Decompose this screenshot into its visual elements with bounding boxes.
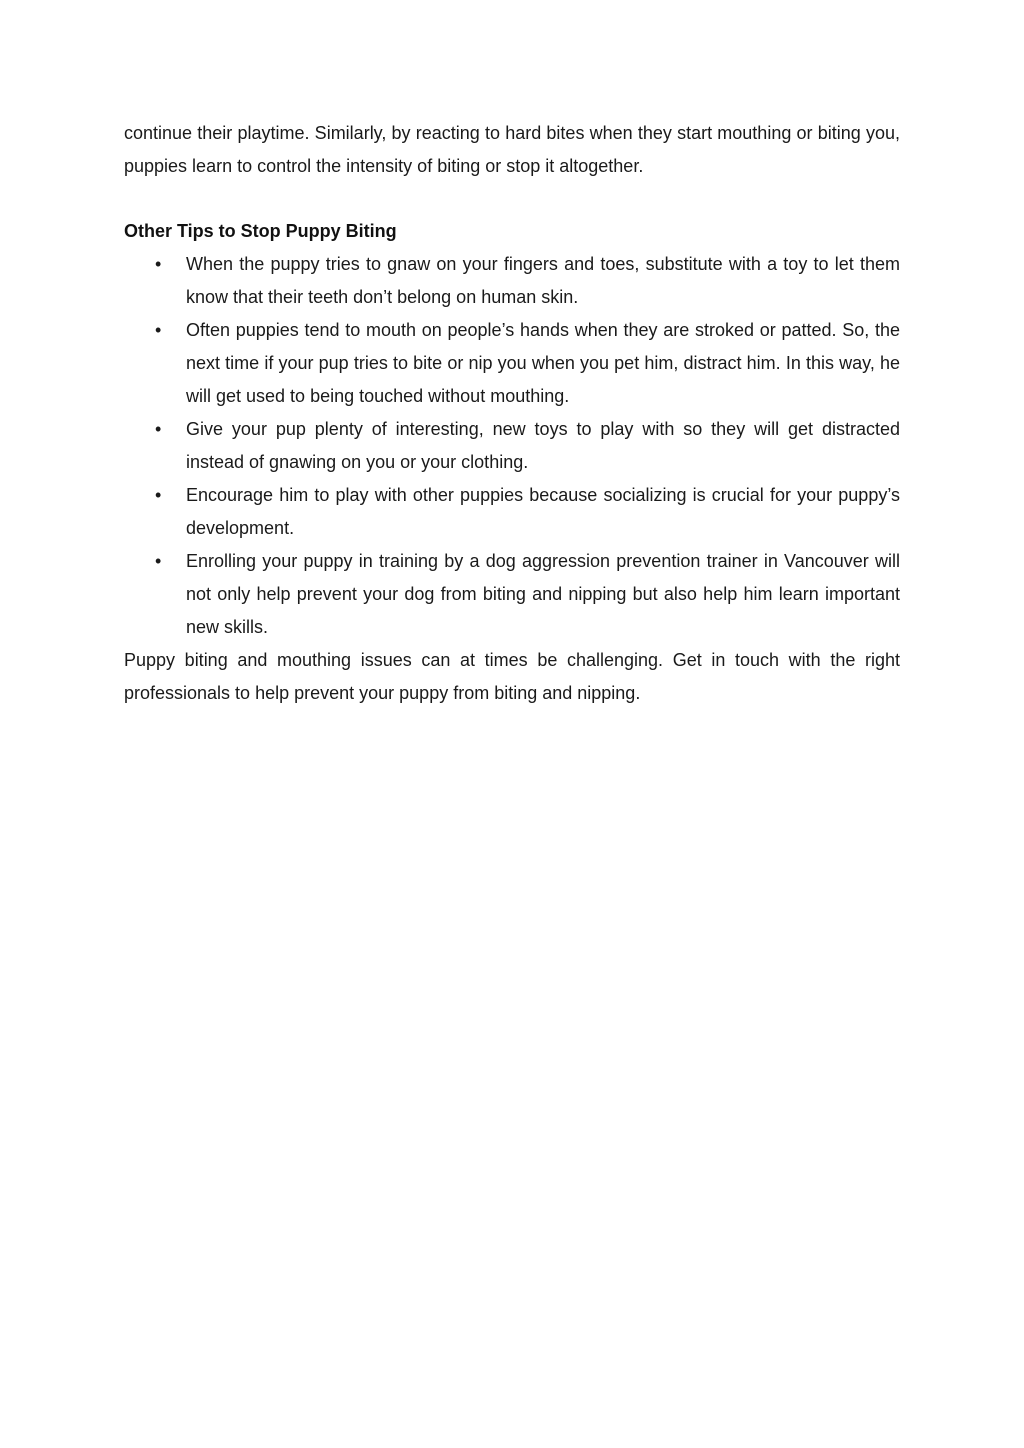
list-item xyxy=(124,545,900,644)
list-item-text: Give your pup plenty of interesting, new toys to play with so they will get distracted instead of gnawing on you or your clothing. xyxy=(186,419,900,472)
list-item xyxy=(124,479,900,545)
intro-paragraph: continue their playtime. Similarly, by reacting to hard bites when they start mouthing or biting you, puppies learn to control the intensity of biting or stop it altogether. xyxy=(124,123,900,176)
document-page xyxy=(124,117,900,710)
list-item-text: When the puppy tries to gnaw on your fingers and toes, substitute with a toy to let them know that their teeth don’t belong on human skin. xyxy=(186,254,900,307)
bullet-icon: • xyxy=(155,320,162,340)
bullet-icon: • xyxy=(155,254,162,274)
closing-paragraph: Puppy biting and mouthing issues can at times be challenging. Get in touch with the right professionals to help prevent your puppy from biting and nipping. xyxy=(124,650,900,703)
tips-list xyxy=(124,248,900,644)
list-item xyxy=(124,413,900,479)
list-item-text: Often puppies tend to mouth on people’s hands when they are stroked or patted. So, the next time if your pup tries to bite or nip you when you pet him, distract him. In this way, he will get used to being touched without mouthing. xyxy=(186,320,900,406)
list-item-text: Enrolling your puppy in training by a dog aggression prevention trainer in Vancouver will not only help prevent your dog from biting and nipping but also help him learn important new skills. xyxy=(186,551,900,637)
list-item-text: Encourage him to play with other puppies because socializing is crucial for your puppy’s development. xyxy=(186,485,900,538)
bullet-icon: • xyxy=(155,419,162,439)
bullet-icon: • xyxy=(155,485,162,505)
section-heading: Other Tips to Stop Puppy Biting xyxy=(124,221,397,241)
list-item xyxy=(124,314,900,413)
list-item xyxy=(124,248,900,314)
bullet-icon: • xyxy=(155,551,162,571)
